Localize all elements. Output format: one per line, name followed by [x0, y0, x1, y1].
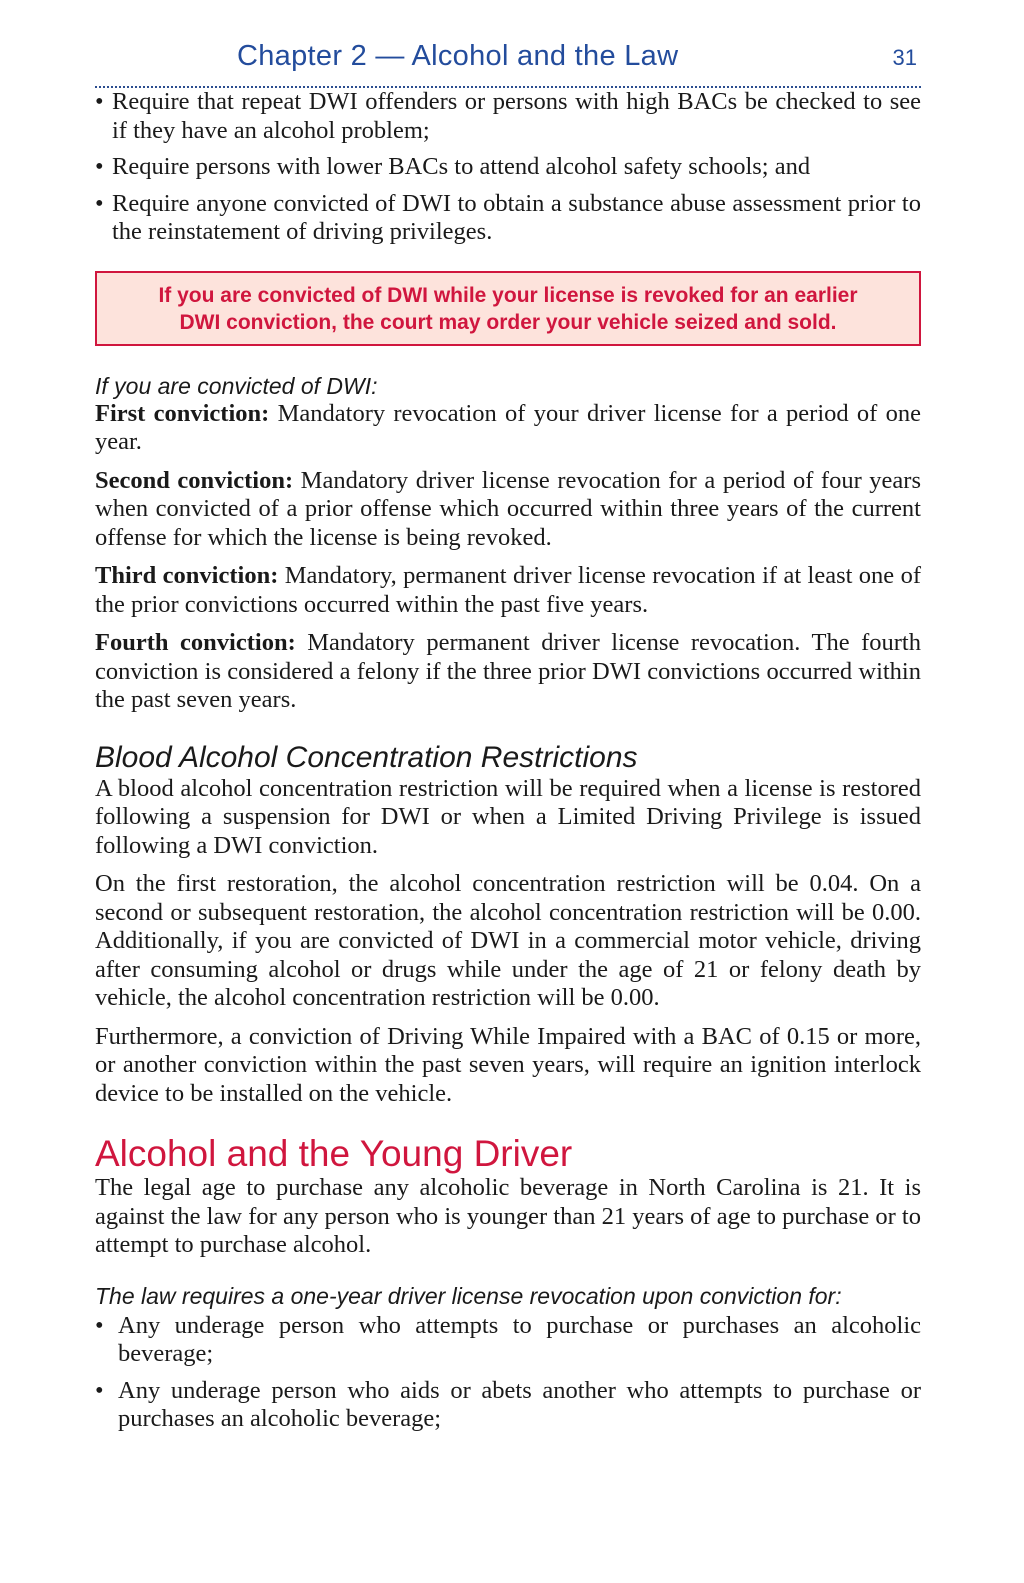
- vehicle-seizure-alert-box: [95, 271, 921, 346]
- conviction-label: Fourth conviction:: [95, 629, 296, 656]
- bullet-icon: •: [95, 1376, 104, 1404]
- bullet-icon: •: [95, 88, 104, 115]
- young-driver-heading: Alcohol and the Young Driver: [95, 1133, 573, 1174]
- page-number: 31: [892, 45, 917, 70]
- convictions-heading: If you are convicted of DWI:: [95, 372, 378, 399]
- conviction-label: Second conviction:: [95, 466, 294, 494]
- bac-paragraph: Furthermore, a conviction of Driving While Impaired with a BAC of 0.15 or more, or another conviction within the past seven years, will require an ignition interlock device to be installed on the vehicle.: [95, 1022, 921, 1107]
- list-item: • Require anyone convicted of DWI to obtain a substance abuse assessment prior to the reinstatement of driving privileges.: [95, 189, 921, 245]
- alert-line: If you are convicted of DWI while your license is revoked for an earlier: [158, 283, 858, 307]
- bac-restrictions-heading: Blood Alcohol Concentration Restrictions: [95, 740, 638, 774]
- revocation-subheading: The law requires a one-year driver license revocation upon conviction for:: [95, 1282, 842, 1309]
- page-header: [95, 0, 921, 88]
- bullet-icon: •: [95, 153, 104, 180]
- bullet-icon: •: [95, 189, 104, 217]
- conviction-label: First conviction:: [95, 399, 270, 427]
- conviction-paragraph: First conviction: Mandatory revocation of your driver license for a period of one year.: [95, 399, 921, 455]
- conviction-paragraph: Third conviction: Mandatory, permanent driver license revocation if at least one of the prior convictions occurred within the past five years.: [95, 562, 921, 618]
- bullet-icon: •: [95, 1311, 104, 1339]
- list-item: • Require that repeat DWI offenders or persons with high BACs be checked to see if they have an alcohol problem;: [95, 88, 921, 144]
- page: [95, 0, 921, 1442]
- underage-bullet-list: [95, 1312, 921, 1434]
- chapter-title: Chapter 2 — Alcohol and the Law: [237, 40, 679, 72]
- conviction-paragraph: Fourth conviction: Mandatory permanent driver license revocation. The fourth conviction is considered a felony if the three prior DWI convictions occurred within the past seven years.: [95, 629, 921, 713]
- bac-paragraph: A blood alcohol concentration restriction will be required when a license is restored following a suspension for DWI or when a Limited Driving Privilege is issued following a DWI conviction.: [95, 774, 921, 859]
- list-item: • Any underage person who aids or abets another who attempts to purchase or purchases an alcoholic beverage;: [95, 1376, 921, 1432]
- bac-paragraph: On the first restoration, the alcohol concentration restriction will be 0.04. On a second or subsequent restoration, the alcohol concentration restriction will be 0.00. Additionally, if you are convicted of DWI in a commercial motor vehicle, driving after consuming alcohol or drugs while under the age of 21 or felony death by vehicle, the alcohol concentration restriction will be 0.00.: [95, 870, 921, 1011]
- list-item: • Any underage person who attempts to purchase or purchases an alcoholic beverage;: [95, 1311, 921, 1367]
- intro-bullet-list: [95, 88, 921, 247]
- conviction-paragraph: Second conviction: Mandatory driver license revocation for a period of four years when convicted of a prior offense which occurred within three years of the current offense for which the license is being revoked.: [95, 466, 921, 551]
- alert-line: DWI conviction, the court may order your vehicle seized and sold.: [179, 310, 837, 334]
- conviction-label: Third conviction:: [95, 562, 279, 589]
- list-item: • Require persons with lower BACs to attend alcohol safety schools; and: [95, 153, 811, 180]
- young-driver-paragraph: The legal age to purchase any alcoholic beverage in North Carolina is 21. It is against the law for any person who is younger than 21 years of age to purchase or to attempt to purchase alcohol.: [95, 1174, 921, 1258]
